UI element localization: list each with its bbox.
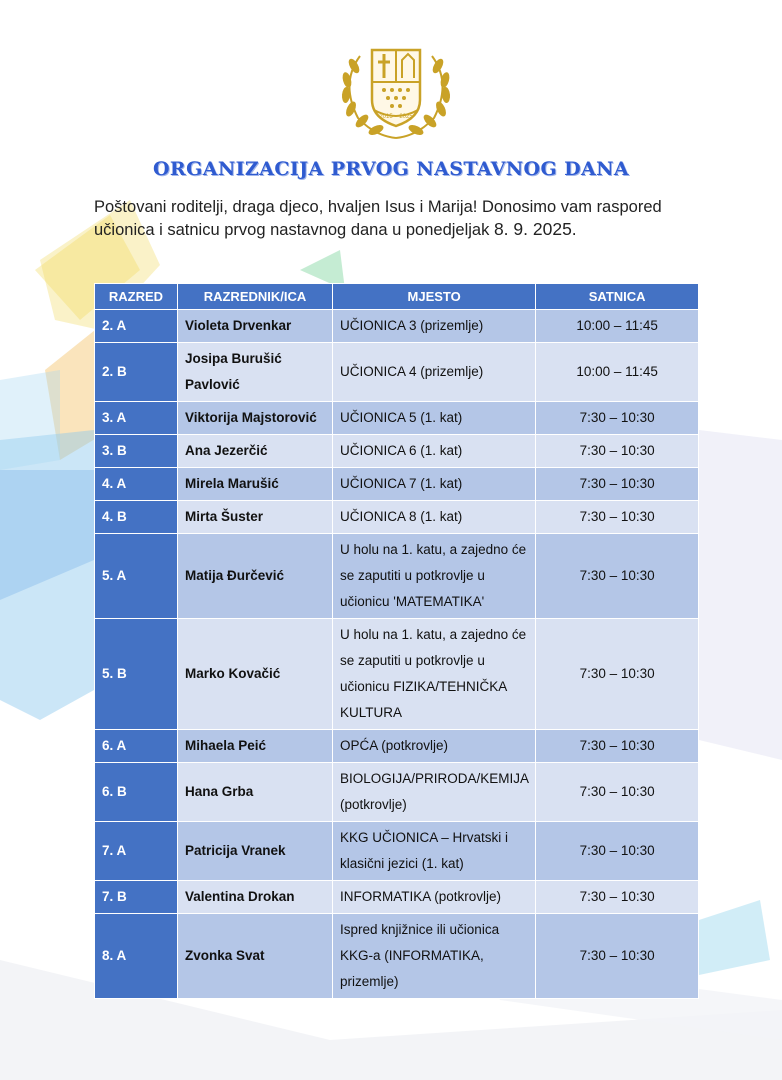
teacher-cell: Mirta Šuster [178,501,333,534]
location-cell: BIOLOGIJA/PRIRODA/KEMIJA (potkrovlje) [333,763,536,822]
class-cell: 4. B [95,501,178,534]
table-row [95,343,699,402]
location-cell: UČIONICA 7 (1. kat) [333,468,536,501]
header-razred: RAZRED [95,284,178,310]
table-row [95,435,699,468]
class-cell: 6. B [95,763,178,822]
table-row [95,619,699,730]
teacher-cell: Josipa Burušić Pavlović [178,343,333,402]
schedule-table [94,283,699,999]
time-cell: 7:30 – 10:30 [536,402,699,435]
location-cell: KKG UČIONICA – Hrvatski i klasični jezici (1. kat) [333,822,536,881]
table-row [95,534,699,619]
intro-text: Poštovani roditelji, draga djeco, hvaljen Isus i Marija! Donosimo vam raspored učionica i satnicu prvog nastavnog dana u ponedjeljak [94,198,662,239]
teacher-cell: Mirela Marušić [178,468,333,501]
table-row [95,822,699,881]
header-razrednik: RAZREDNIK/ICA [178,284,333,310]
intro-date: 8. 9. 2025. [493,219,577,239]
school-crest-logo [330,38,462,142]
time-cell: 7:30 – 10:30 [536,730,699,763]
teacher-cell: Zvonka Svat [178,914,333,999]
time-cell: 7:30 – 10:30 [536,619,699,730]
time-cell: 7:30 – 10:30 [536,435,699,468]
teacher-cell: Mihaela Peić [178,730,333,763]
page-title: ORGANIZACIJA PRVOG NASTAVNOG DANA [152,158,630,180]
class-cell: 8. A [95,914,178,999]
table-row [95,914,699,999]
class-cell: 7. A [95,822,178,881]
class-cell: 5. A [95,534,178,619]
class-cell: 3. B [95,435,178,468]
logo-years: 2015 – 2025 [379,114,413,120]
teacher-cell: Matija Đurčević [178,534,333,619]
location-cell: U holu na 1. katu, a zajedno će se zaputiti u potkrovlje u učionicu 'MATEMATIKA' [333,534,536,619]
class-cell: 7. B [95,881,178,914]
table-row [95,501,699,534]
class-cell: 3. A [95,402,178,435]
time-cell: 7:30 – 10:30 [536,763,699,822]
teacher-cell: Marko Kovačić [178,619,333,730]
location-cell: UČIONICA 3 (prizemlje) [333,310,536,343]
table-header-row [95,284,699,310]
class-cell: 2. B [95,343,178,402]
time-cell: 7:30 – 10:30 [536,914,699,999]
header-satnica: SATNICA [536,284,699,310]
teacher-cell: Ana Jezerčić [178,435,333,468]
time-cell: 10:00 – 11:45 [536,310,699,343]
table-row [95,763,699,822]
table-row [95,310,699,343]
intro-paragraph [94,196,714,241]
location-cell: UČIONICA 6 (1. kat) [333,435,536,468]
header-mjesto: MJESTO [333,284,536,310]
time-cell: 7:30 – 10:30 [536,822,699,881]
teacher-cell: Hana Grba [178,763,333,822]
location-cell: OPĆA (potkrovlje) [333,730,536,763]
location-cell: Ispred knjižnice ili učionica KKG-a (INFORMATIKA, prizemlje) [333,914,536,999]
location-cell: INFORMATIKA (potkrovlje) [333,881,536,914]
teacher-cell: Patricija Vranek [178,822,333,881]
time-cell: 7:30 – 10:30 [536,501,699,534]
table-row [95,468,699,501]
location-cell: UČIONICA 5 (1. kat) [333,402,536,435]
location-cell: UČIONICA 4 (prizemlje) [333,343,536,402]
time-cell: 10:00 – 11:45 [536,343,699,402]
table-row [95,402,699,435]
class-cell: 5. B [95,619,178,730]
time-cell: 7:30 – 10:30 [536,534,699,619]
table-row [95,730,699,763]
teacher-cell: Viktorija Majstorović [178,402,333,435]
table-row [95,881,699,914]
teacher-cell: Valentina Drokan [178,881,333,914]
location-cell: U holu na 1. katu, a zajedno će se zaputiti u potkrovlje u učionicu FIZIKA/TEHNIČKA KULTURA [333,619,536,730]
location-cell: UČIONICA 8 (1. kat) [333,501,536,534]
class-cell: 4. A [95,468,178,501]
class-cell: 6. A [95,730,178,763]
teacher-cell: Violeta Drvenkar [178,310,333,343]
time-cell: 7:30 – 10:30 [536,468,699,501]
class-cell: 2. A [95,310,178,343]
time-cell: 7:30 – 10:30 [536,881,699,914]
